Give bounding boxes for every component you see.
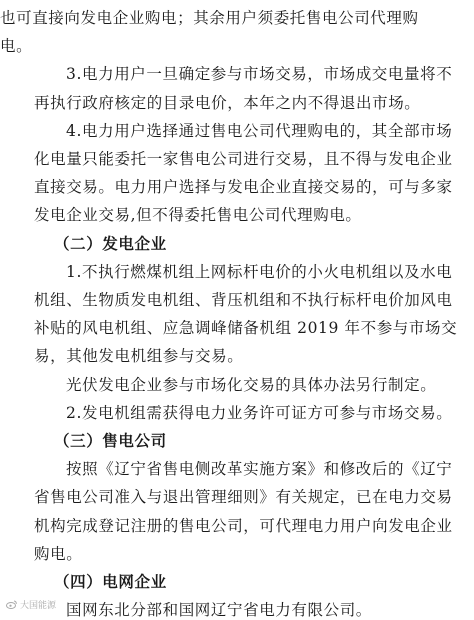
text-line: 发电企业交易,但不得委托售电公司代理购电。 (34, 206, 362, 225)
text-line: 机组、生物质发电机组、背压机组和不执行标杆电价加风电 (34, 291, 453, 309)
text-line: 国网东北分部和国网辽宁省电力有限公司。 (66, 601, 372, 620)
text-line: 2.发电机组需获得电力业务许可证方可参与市场交易。 (66, 403, 453, 422)
text-line: 光伏发电企业参与市场化交易的具体办法另行制定。 (66, 375, 437, 394)
section-heading-electricity-retail: （三）售电公司 (54, 432, 167, 450)
text-line: 1.不执行燃煤机组上网标杆电价的小火电机组以及水电 (66, 262, 453, 281)
text-line: 省售电公司准入与退出管理细则》有关规定，已在电力交易 (34, 488, 453, 507)
text-line: 购电。 (34, 544, 83, 563)
watermark-text: 大国能源 (20, 601, 57, 611)
text-line: 机构完成登记注册的售电公司，可代理电力用户向发电企业 (34, 516, 453, 535)
text-line: 也可直接向发电企业购电；其余用户须委托售电公司代理购 (0, 9, 419, 27)
weibo-logo-icon (6, 600, 17, 609)
text-line: 化电量只能委托一家售电公司进行交易，且不得与发电企业 (34, 150, 453, 168)
text-line: 电。 (0, 37, 33, 56)
text-line: 再执行政府核定的目录电价，本年之内不得退出市场。 (34, 93, 421, 112)
text-line: 按照《辽宁省售电侧改革实施方案》和修改后的《辽宁 (66, 460, 453, 479)
text-line: 直接交易。电力用户选择与发电企业直接交易的，可与多家 (34, 178, 453, 197)
weibo-watermark (6, 598, 56, 611)
section-heading-power-generation: （二）发电企业 (54, 234, 167, 253)
text-line: 补贴的风电机组、应急调峰储备机组 2019 年不参与市场交 (34, 319, 458, 338)
section-heading-grid-enterprise: （四）电网企业 (54, 573, 167, 591)
text-line: 3.电力用户一旦确定参与市场交易，市场成交电量将不 (66, 65, 453, 84)
text-line: 易，其他发电机组参与交易。 (34, 347, 244, 366)
text-line: 4.电力用户选择通过售电公司代理购电的，其全部市场 (66, 121, 453, 140)
